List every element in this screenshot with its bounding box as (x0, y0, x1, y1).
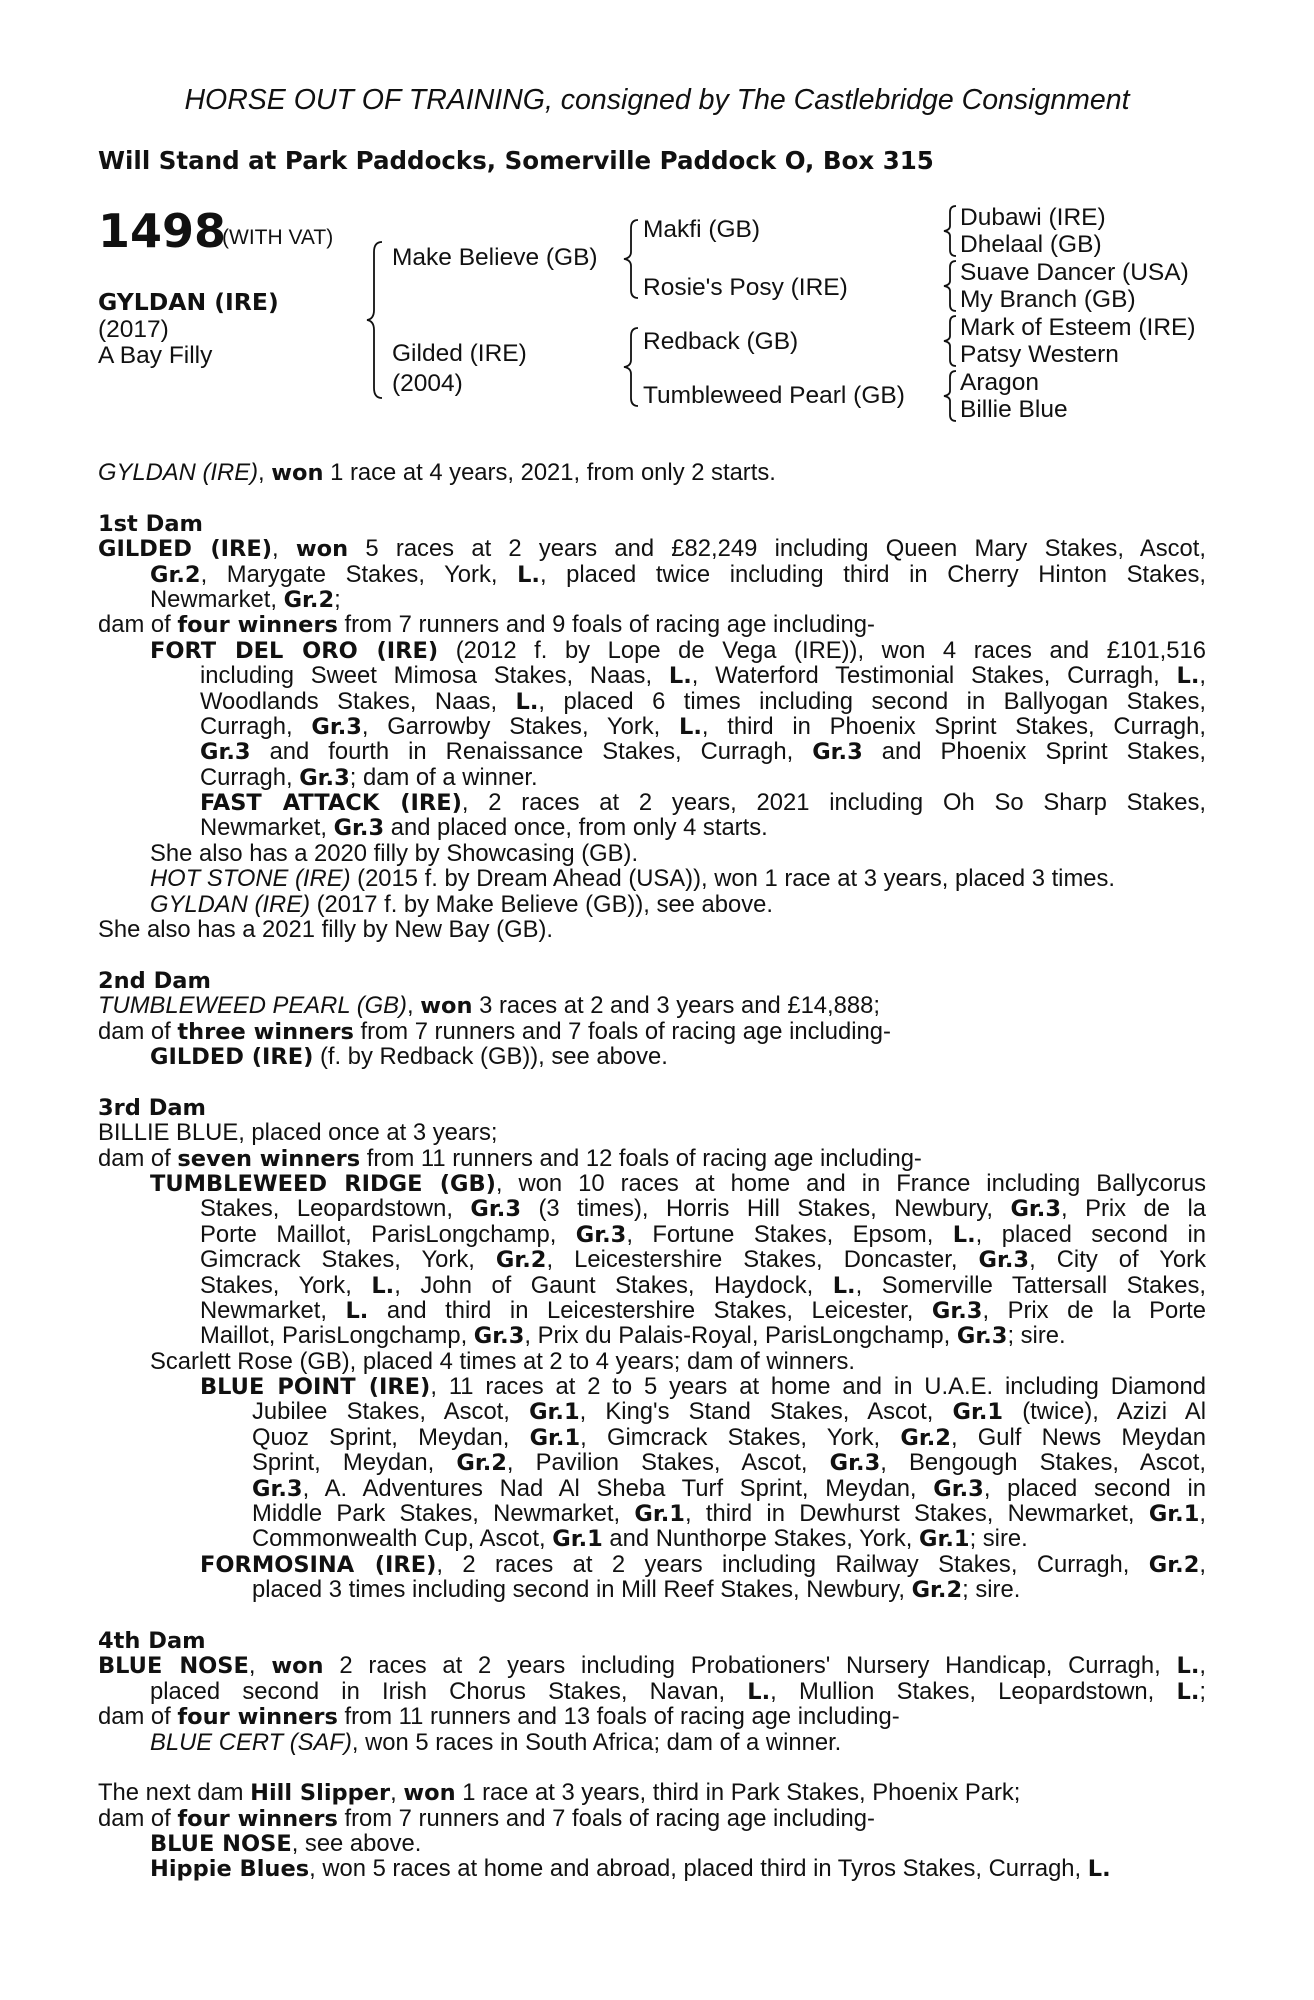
text-run: BILLIE BLUE, placed once at 3 years; (98, 1119, 498, 1147)
text-run: 2 races at 2 years including Probationers' Nursery Handicap, Curragh, (323, 1652, 1177, 1680)
race-grade: Gr.2 (150, 561, 201, 588)
text-line (98, 866, 1206, 891)
text-run: (2017 f. by Make Believe (GB)), see above. (310, 890, 773, 918)
text-run: Gimcrack Stakes, York, (200, 1246, 496, 1274)
race-grade: Gr.3 (812, 739, 863, 766)
text-run: , placed second in (975, 1220, 1206, 1248)
text-run: and fourth in Renaissance Stakes, Curragh, (250, 738, 813, 766)
pedigree-dam: Gilded (IRE) (392, 340, 527, 367)
text-run: , Prix de la (1061, 1195, 1206, 1223)
race-grade: Gr.3 (829, 1450, 881, 1477)
race-grade: Gr.2 (456, 1450, 507, 1477)
text-line (98, 1806, 1206, 1831)
text-run: ; dam of a winner. (349, 763, 538, 791)
race-grade: Gr.1 (552, 1526, 603, 1553)
text-line (98, 1247, 1206, 1272)
race-grade: L. (517, 561, 540, 588)
won-label: won (271, 460, 324, 486)
race-grade: Gr.3 (252, 1475, 303, 1502)
text-run: from 11 runners and 12 foals of racing age including- (360, 1144, 922, 1172)
horse-description: A Bay Filly (98, 342, 213, 369)
blank-line (98, 1069, 1206, 1094)
text-line (98, 1425, 1206, 1450)
text-run: from 7 runners and 7 foals of racing age including- (337, 1804, 875, 1832)
winners-count: three winners (177, 1018, 354, 1045)
text-run: 3 races at 2 and 3 years and £14,888; (472, 992, 880, 1020)
text-run: , Fortune Stakes, Epsom, (626, 1220, 953, 1248)
blank-line (98, 942, 1206, 967)
pedigree-g5: Mark of Esteem (IRE) (960, 314, 1196, 341)
race-grade: Gr.1 (634, 1501, 685, 1528)
text-line (98, 1399, 1206, 1424)
race-grade: Gr.3 (470, 1196, 521, 1223)
text-line (98, 1679, 1206, 1704)
horse-name-italic: GYLDAN (IRE) (98, 459, 258, 486)
horse-year: (2017) (98, 316, 169, 343)
race-grade: Gr.3 (575, 1221, 627, 1248)
text-line (98, 562, 1206, 587)
horse-name-italic: HOT STONE (IRE) (150, 865, 351, 893)
text-line (98, 1577, 1206, 1602)
text-line (98, 841, 1206, 866)
text-run: ; sire. (969, 1525, 1028, 1553)
race-grade: Gr.1 (952, 1399, 1004, 1426)
text-line (98, 1653, 1206, 1678)
text-run: , Gulf News Meydan (950, 1423, 1206, 1451)
lot-number: 1498 (98, 204, 227, 258)
text-run: Woodlands Stakes, Naas, (200, 687, 516, 715)
text-run: (2012 f. by Lope de Vega (IRE)), won 4 races and £101,516 (438, 636, 1206, 664)
text-run: , won 10 races at home and in France including Ballycorus (495, 1169, 1206, 1197)
race-grade: Gr.3 (200, 739, 251, 766)
text-run: , (272, 535, 296, 563)
race-grade: Gr.3 (978, 1247, 1030, 1274)
horse-name-bold: FORT DEL ORO (IRE) (150, 637, 439, 664)
text-line (98, 968, 1206, 993)
text-run: placed 3 times including second in Mill Reef Stakes, Newbury, (252, 1576, 912, 1604)
text-run: and Phoenix Sprint Stakes, (862, 738, 1206, 766)
text-run: 5 races at 2 years and £82,249 including Queen Mary Stakes, Ascot, (348, 535, 1207, 563)
pedigree-sire: Make Believe (GB) (392, 244, 598, 271)
text-line (98, 1196, 1206, 1221)
text-line (98, 714, 1206, 739)
text-run: Middle Park Stakes, Newmarket, (252, 1500, 635, 1528)
text-line (98, 1831, 1206, 1856)
text-run: , Prix de la Porte (982, 1296, 1206, 1324)
text-run: , (406, 992, 421, 1020)
text-run: 1 race at 4 years, 2021, from only 2 starts. (323, 459, 776, 486)
won-label: won (271, 1653, 324, 1680)
pedigree-dam-dam: Tumbleweed Pearl (GB) (643, 382, 905, 409)
text-run: Porte Maillot, ParisLongchamp, (200, 1220, 576, 1248)
race-grade: Gr.3 (956, 1323, 1008, 1350)
race-grade: L. (1176, 1653, 1200, 1680)
horse-name-italic: TUMBLEWEED PEARL (GB) (98, 992, 407, 1020)
text-run: (twice), Azizi Al (1003, 1398, 1206, 1426)
text-run: dam of (98, 1703, 178, 1731)
text-run: , 11 races at 2 to 5 years at home and in U.A.E. including Diamond (430, 1373, 1206, 1401)
text-run: Newmarket, (200, 1296, 346, 1324)
text-line (98, 739, 1206, 764)
text-line (98, 1349, 1206, 1374)
text-run: She also has a 2021 filly by New Bay (GB). (98, 916, 553, 944)
text-run: , placed twice including third in Cherry Hinton Stakes, (539, 560, 1206, 588)
pedigree-brace-7 (940, 369, 960, 423)
text-line (98, 638, 1206, 663)
text-run: Newmarket, (150, 585, 284, 613)
text-run: dam of (98, 1804, 178, 1832)
vat-label: (WITH VAT) (222, 226, 334, 249)
text-line (98, 1095, 1206, 1120)
race-grade: Gr.3 (299, 764, 350, 791)
pedigree-dam-sire: Redback (GB) (643, 328, 799, 355)
text-run: Stakes, York, (200, 1271, 372, 1299)
text-line (98, 1146, 1206, 1171)
text-run: , Mullion Stakes, Leopardstown, (770, 1677, 1177, 1705)
text-run: Newmarket, (200, 814, 334, 842)
text-line (98, 1323, 1206, 1348)
text-run: , placed 6 times including second in Ballyogan Stakes, (538, 687, 1206, 715)
text-line (98, 1222, 1206, 1247)
text-line (98, 1019, 1206, 1044)
section-heading: 2nd Dam (98, 967, 211, 994)
text-run: 1 race at 3 years, third in Park Stakes, Phoenix Park; (455, 1779, 1021, 1807)
pedigree-brace-1 (364, 240, 386, 400)
race-grade: L. (345, 1297, 369, 1324)
text-run: , (390, 1779, 404, 1807)
text-run: ; (334, 585, 341, 613)
pedigree-brace-5 (940, 259, 960, 313)
pedigree-g7: Aragon (960, 369, 1040, 396)
pedigree-g1: Dubawi (IRE) (960, 204, 1106, 231)
text-run: , (248, 1652, 272, 1680)
horse-name-bold: Hill Slipper (250, 1780, 391, 1807)
text-line (98, 1780, 1206, 1805)
text-line (98, 587, 1206, 612)
horse-name-bold: BLUE POINT (IRE) (200, 1374, 431, 1401)
catalogue-body (98, 460, 1206, 1882)
text-line (98, 1171, 1206, 1196)
text-run: Stakes, Leopardstown, (200, 1195, 471, 1223)
horse-name-bold: FORMOSINA (IRE) (200, 1551, 437, 1578)
race-grade: Gr.2 (1148, 1551, 1200, 1578)
pedigree-brace-6 (940, 314, 960, 368)
text-run: , Leicestershire Stakes, Doncaster, (546, 1246, 979, 1274)
race-grade: Gr.3 (311, 713, 362, 740)
text-line (98, 765, 1206, 790)
text-line (98, 892, 1206, 917)
text-line (98, 993, 1206, 1018)
text-run: She also has a 2020 filly by Showcasing (GB). (150, 839, 639, 867)
text-run: , see above. (291, 1830, 422, 1858)
text-run: , Garrowby Stakes, York, (361, 712, 680, 740)
section-heading: 3rd Dam (98, 1094, 206, 1121)
pedigree-g6: Patsy Western (960, 341, 1119, 368)
text-line (98, 511, 1206, 536)
text-line (98, 536, 1206, 561)
text-run: from 11 runners and 13 foals of racing age including- (337, 1703, 900, 1731)
text-run: dam of (98, 1144, 178, 1172)
text-run: Sprint, Meydan, (252, 1449, 457, 1477)
text-line (98, 1120, 1206, 1145)
horse-name-bold: BLUE NOSE (98, 1653, 249, 1680)
pedigree-sire-dam: Rosie's Posy (IRE) (643, 274, 848, 301)
stand-location: Will Stand at Park Paddocks, Somerville Paddock O, Box 315 (98, 146, 934, 175)
race-grade: L. (1176, 1678, 1200, 1705)
race-grade: Gr.2 (495, 1247, 547, 1274)
race-grade: Gr.2 (283, 586, 335, 613)
race-grade: L. (668, 663, 692, 690)
text-run: and Nunthorpe Stakes, York, (602, 1525, 919, 1553)
text-run: Quoz Sprint, Meydan, (252, 1423, 530, 1451)
text-run: ; (1199, 1677, 1206, 1705)
winners-count: seven winners (177, 1145, 361, 1172)
horse-name-bold: TUMBLEWEED RIDGE (GB) (150, 1170, 496, 1197)
text-line (98, 1628, 1206, 1653)
text-run: placed second in Irish Chorus Stakes, Navan, (150, 1677, 748, 1705)
race-grade: L. (747, 1678, 771, 1705)
text-run: , 2 races at 2 years including Railway Stakes, Curragh, (436, 1550, 1149, 1578)
text-run: Curragh, (200, 712, 312, 740)
text-line (98, 1552, 1206, 1577)
pedigree-g2: Dhelaal (GB) (960, 231, 1102, 258)
text-run: , Marygate Stakes, York, (200, 560, 518, 588)
race-grade: L. (1087, 1856, 1111, 1883)
pedigree-brace-4 (940, 204, 960, 258)
blank-line (98, 485, 1206, 510)
pedigree-brace-3 (620, 326, 642, 408)
race-grade: L. (515, 688, 539, 715)
text-line (98, 612, 1206, 637)
text-run: , (1199, 1652, 1206, 1680)
text-run: including Sweet Mimosa Stakes, Naas, (200, 662, 669, 690)
text-line (98, 460, 1206, 485)
text-line (98, 1450, 1206, 1475)
race-grade: Gr.1 (529, 1424, 581, 1451)
text-run: , (1199, 662, 1206, 690)
text-run: , Somerville Tattersall Stakes, (855, 1271, 1206, 1299)
race-grade: Gr.2 (900, 1424, 951, 1451)
won-label: won (420, 993, 473, 1020)
race-grade: L. (832, 1272, 856, 1299)
text-run: , John of Gaunt Stakes, Haydock, (394, 1271, 833, 1299)
blank-line (98, 1603, 1206, 1628)
text-line (98, 1501, 1206, 1526)
text-run: Jubilee Stakes, Ascot, (252, 1398, 530, 1426)
text-run: (3 times), Horris Hill Stakes, Newbury, (520, 1195, 1011, 1223)
text-run: , (1199, 1550, 1206, 1578)
text-run: , third in Phoenix Sprint Stakes, Curragh, (701, 712, 1207, 740)
text-run: The next dam (98, 1779, 251, 1807)
horse-name: GYLDAN (IRE) (98, 288, 279, 316)
text-run: dam of (98, 1017, 178, 1045)
winners-count: four winners (177, 1704, 338, 1731)
text-line (98, 1730, 1206, 1755)
text-line (98, 1526, 1206, 1551)
text-line (98, 1374, 1206, 1399)
text-run: and placed once, from only 4 starts. (384, 814, 768, 842)
section-heading: 1st Dam (98, 510, 203, 537)
race-grade: Gr.2 (911, 1577, 963, 1604)
text-line (98, 815, 1206, 840)
race-grade: L. (1176, 663, 1200, 690)
race-grade: Gr.3 (933, 1475, 984, 1502)
text-run: , won 5 races in South Africa; dam of a winner. (351, 1728, 842, 1756)
text-run: Commonwealth Cup, Ascot, (252, 1525, 553, 1553)
text-line (98, 689, 1206, 714)
text-line (98, 1044, 1206, 1069)
text-run: , Bengough Stakes, Ascot, (880, 1449, 1206, 1477)
race-grade: L. (952, 1221, 976, 1248)
text-run: , (1199, 1500, 1206, 1528)
horse-name-bold: GILDED (IRE) (98, 536, 273, 563)
won-label: won (295, 536, 349, 563)
horse-name-bold: GILDED (IRE) (150, 1043, 314, 1070)
text-line (98, 663, 1206, 688)
winners-count: four winners (177, 1805, 338, 1832)
text-line (98, 790, 1206, 815)
text-run: and third in Leicestershire Stakes, Leicester, (368, 1296, 932, 1324)
text-run: (2015 f. by Dream Ahead (USA)), won 1 race at 3 years, placed 3 times. (350, 865, 1116, 893)
horse-name-italic: BLUE CERT (SAF) (150, 1728, 352, 1756)
race-grade: Gr.3 (473, 1323, 525, 1350)
text-run: , placed second in (983, 1474, 1206, 1502)
pedigree-dam-year: (2004) (392, 370, 463, 397)
horse-name-bold: FAST ATTACK (IRE) (200, 790, 462, 817)
text-line (98, 1298, 1206, 1323)
race-grade: L. (371, 1272, 395, 1299)
text-line (98, 1704, 1206, 1729)
text-run: (f. by Redback (GB)), see above. (313, 1042, 668, 1070)
pedigree-g3: Suave Dancer (USA) (960, 259, 1189, 286)
pedigree-brace-2 (620, 218, 642, 300)
text-run: , Prix du Palais-Royal, ParisLongchamp, (524, 1322, 957, 1350)
horse-name-bold: BLUE NOSE (150, 1831, 292, 1858)
text-run: Maillot, ParisLongchamp, (200, 1322, 474, 1350)
text-run: from 7 runners and 7 foals of racing age including- (353, 1017, 891, 1045)
text-run: , Gimcrack Stakes, York, (580, 1423, 901, 1451)
text-run: ; sire. (1007, 1322, 1066, 1350)
text-line (98, 1856, 1206, 1881)
text-run: from 7 runners and 9 foals of racing age including- (337, 611, 875, 639)
text-line (98, 1476, 1206, 1501)
text-line (98, 1273, 1206, 1298)
won-label: won (403, 1780, 456, 1807)
text-run: , Waterford Testimonial Stakes, Curragh, (691, 662, 1177, 690)
page-title: HORSE OUT OF TRAINING, consigned by The Castlebridge Consignment (184, 84, 1130, 116)
section-heading: 4th Dam (98, 1627, 206, 1654)
pedigree-g8: Billie Blue (960, 396, 1068, 423)
text-run: Curragh, (200, 763, 300, 791)
text-run: , A. Adventures Nad Al Sheba Turf Sprint, Meydan, (302, 1474, 934, 1502)
text-run: Scarlett Rose (GB), placed 4 times at 2 to 4 years; dam of winners. (150, 1347, 855, 1375)
text-run: , third in Dewhurst Stakes, Newmarket, (684, 1500, 1149, 1528)
race-grade: Gr.1 (1148, 1501, 1200, 1528)
text-run: , Pavilion Stakes, Ascot, (506, 1449, 830, 1477)
text-run: dam of (98, 611, 178, 639)
horse-name-bold: Hippie Blues (150, 1856, 310, 1883)
text-run: , King's Stand Stakes, Ascot, (579, 1398, 953, 1426)
race-grade: Gr.3 (333, 815, 385, 842)
text-run: , City of York (1029, 1246, 1206, 1274)
race-grade: L. (679, 713, 702, 740)
winners-count: four winners (177, 612, 338, 639)
race-grade: Gr.3 (1010, 1196, 1061, 1223)
text-run: , 2 races at 2 years, 2021 including Oh So Sharp Stakes, (461, 789, 1207, 817)
race-grade: Gr.1 (529, 1399, 580, 1426)
pedigree-sire-sire: Makfi (GB) (643, 216, 761, 243)
text-line (98, 917, 1206, 942)
blank-line (98, 1755, 1206, 1780)
pedigree-g4: My Branch (GB) (960, 286, 1136, 313)
race-grade: Gr.1 (919, 1526, 970, 1553)
text-run: ; sire. (962, 1576, 1021, 1604)
text-run: , (258, 459, 272, 486)
race-grade: Gr.3 (931, 1297, 983, 1324)
text-run: , won 5 races at home and abroad, placed third in Tyros Stakes, Curragh, (309, 1855, 1088, 1883)
horse-name-italic: GYLDAN (IRE) (150, 890, 310, 918)
